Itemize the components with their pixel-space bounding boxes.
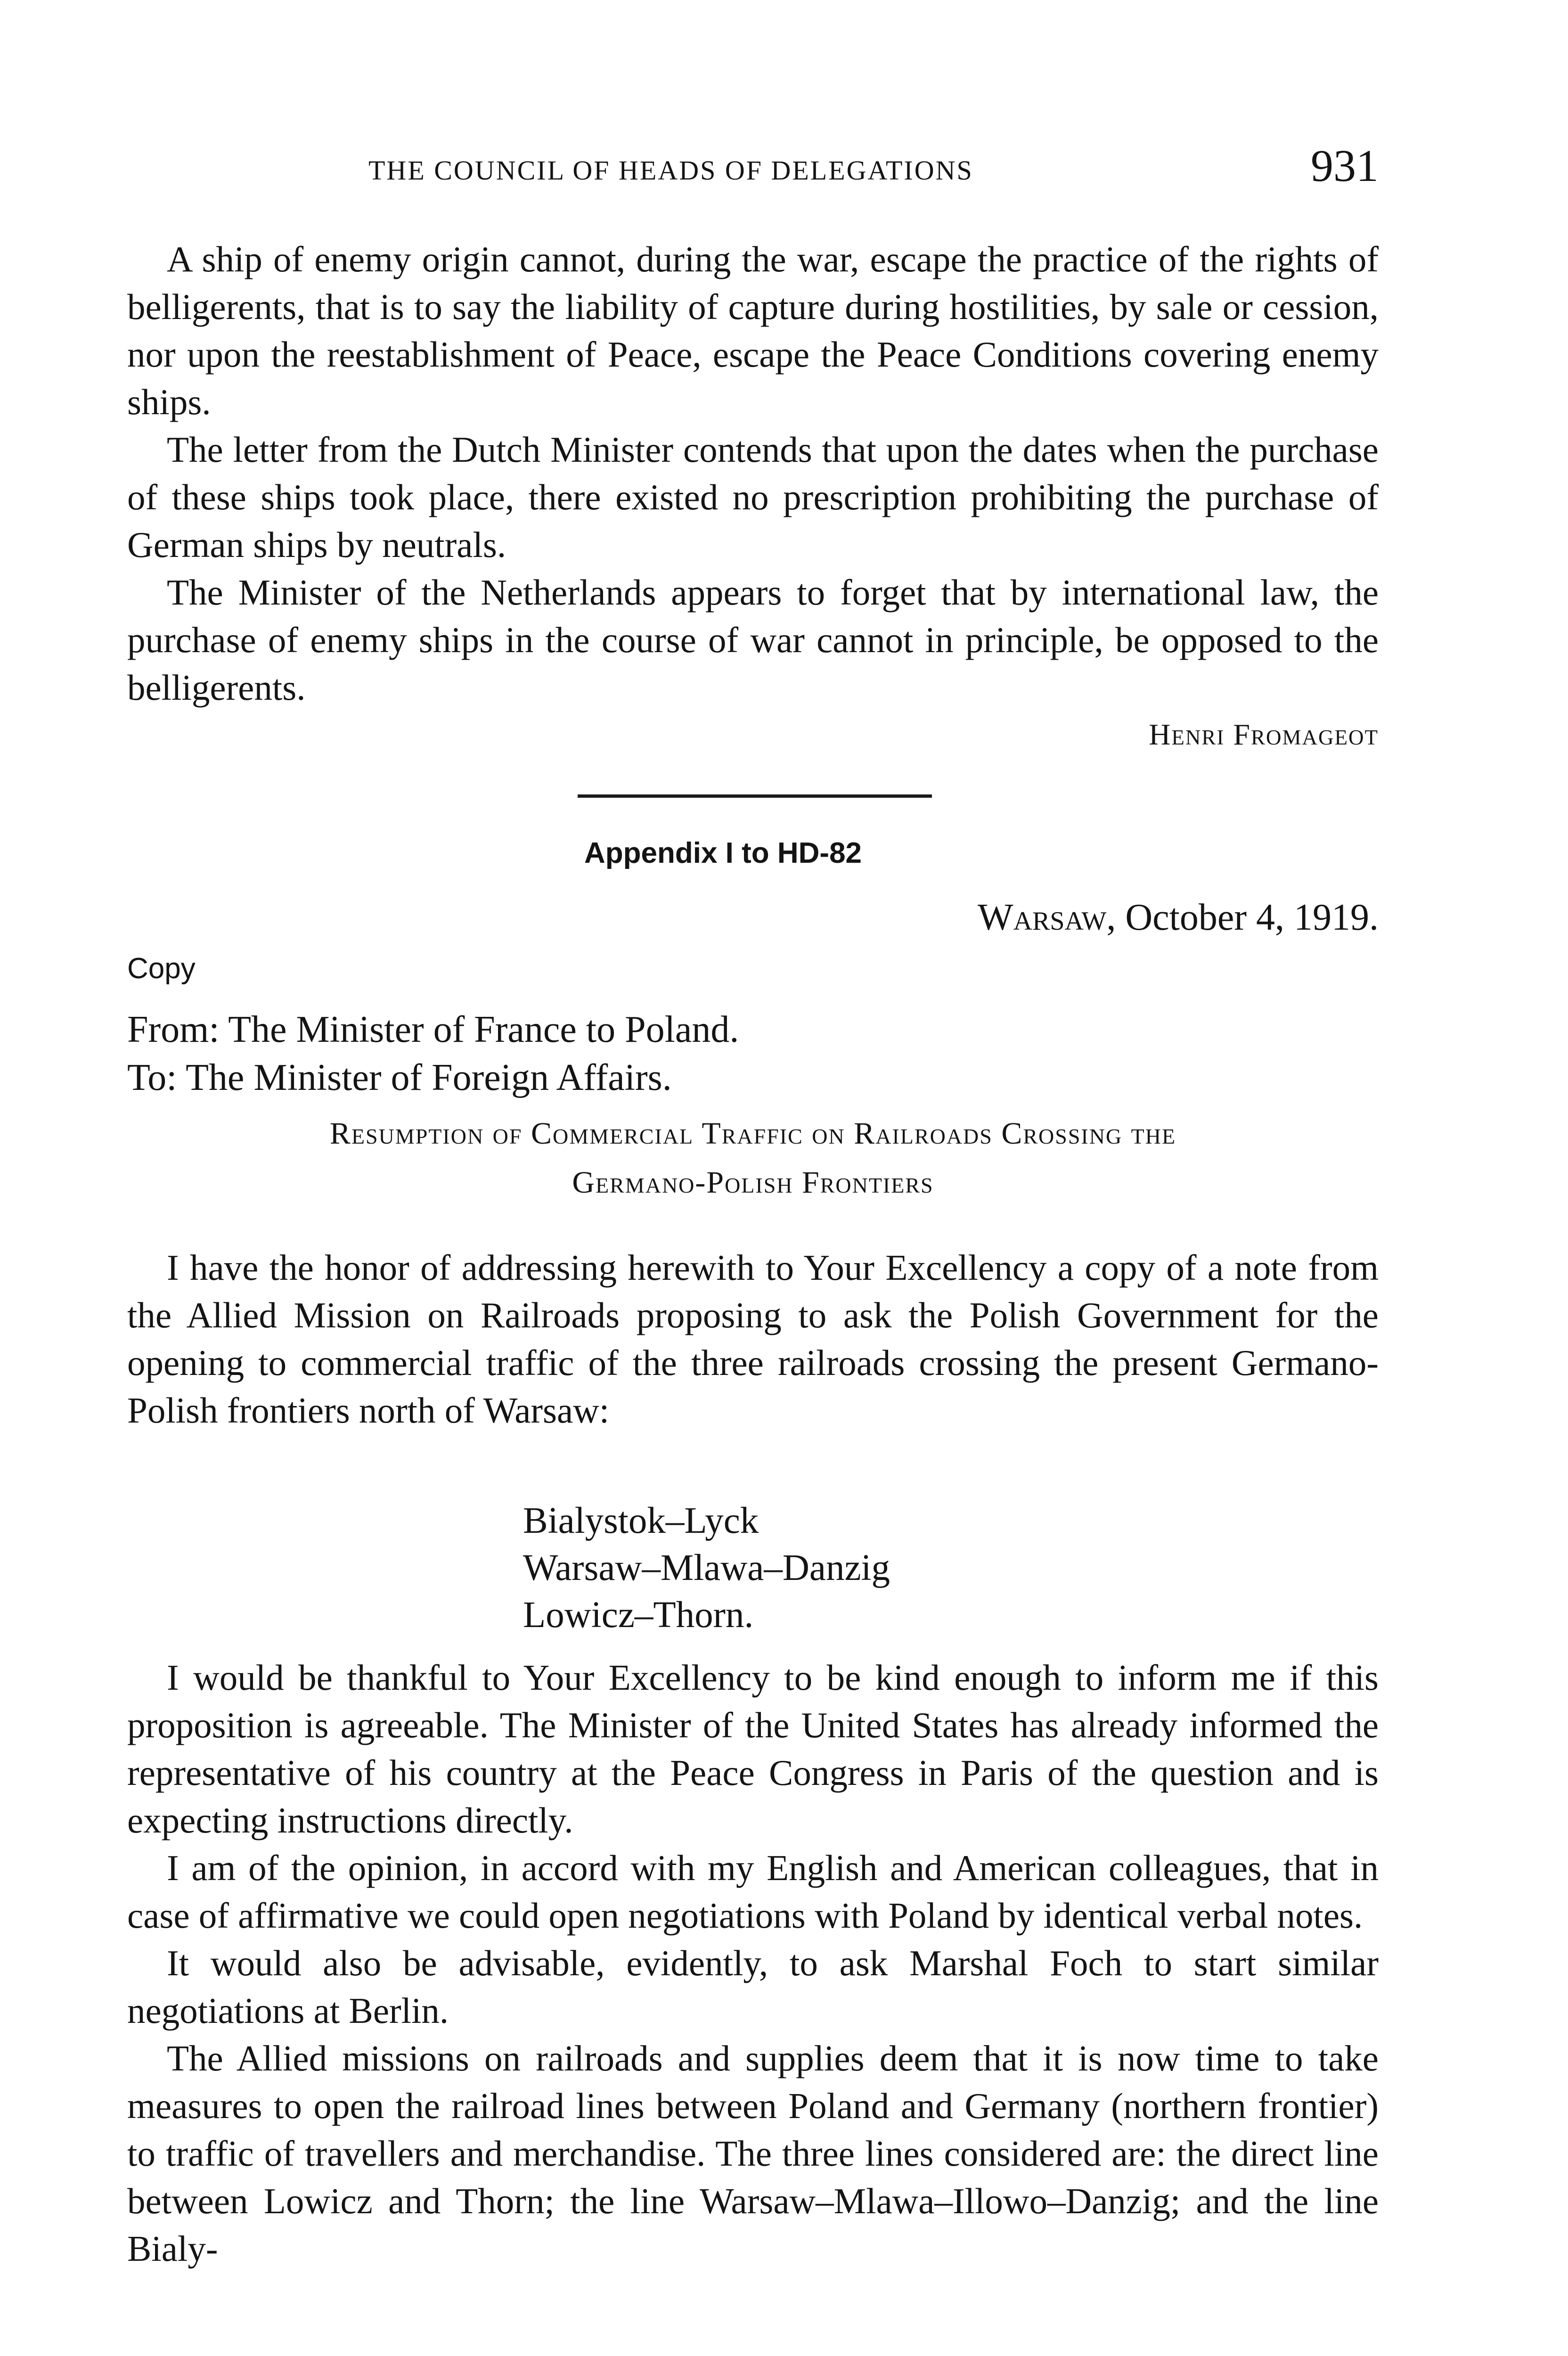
paragraph: The Minister of the Netherlands appears to forget that by international law, the purchase of enemy ships in the course of war cannot in principle, be opposed to the belligerents. — [127, 572, 1379, 708]
to-line: To: The Minister of Foreign Affairs. — [127, 1057, 672, 1098]
paragraph: The Allied missions on railroads and supplies deem that it is now time to take measures to open the railroad lines between Poland and Germany (northern frontier) to traffic of travellers and merchandise. The three lines considered are: the direct line between Lowicz and Thorn; the line Warsaw–Mlawa–Illowo–Danzig; and the line Bialy- — [127, 2038, 1379, 2269]
route-list — [523, 1497, 890, 1639]
paragraph: A ship of enemy origin cannot, during the war, escape the practice of the rights of belligerents, that is to say the liability of capture during hostilities, by sale or cession, nor upon the reestablishment of Peace, escape the Peace Conditions covering enemy ships. — [127, 239, 1379, 422]
dateline-place: Warsaw, — [978, 897, 1116, 938]
page-number: 931 — [1311, 140, 1379, 191]
paragraph: I am of the opinion, in accord with my English and American colleagues, that in case of affirmative we could open negotiations with Poland by identical verbal notes. — [127, 1848, 1379, 1936]
route-item: Warsaw–Mlawa–Danzig — [523, 1547, 890, 1588]
route-item: Lowicz–Thorn. — [523, 1595, 754, 1636]
subject-line: Germano-Polish Frontiers — [572, 1165, 934, 1200]
route-item: Bialystok–Lyck — [523, 1500, 759, 1541]
section-divider — [578, 794, 932, 798]
running-header — [127, 140, 1379, 216]
dateline-date: October 4, 1919. — [1125, 897, 1379, 938]
copy-label: Copy — [127, 952, 196, 985]
subject-heading — [127, 1109, 1379, 1207]
dateline — [978, 896, 1379, 939]
letter-opening — [127, 1244, 1379, 1434]
paragraph: The letter from the Dutch Minister contends that upon the dates when the purchase of these ships took place, there existed no prescription prohibiting the purchase of German ships by neutrals. — [127, 429, 1379, 565]
subject-line: Resumption of Commercial Traffic on Railroads Crossing the — [329, 1116, 1176, 1151]
paragraph: It would also be advisable, evidently, to ask Marshal Foch to start similar negotiations at Berlin. — [127, 1943, 1379, 2031]
running-title: THE COUNCIL OF HEADS OF DELEGATIONS — [368, 155, 973, 186]
intro-text — [127, 236, 1379, 712]
letter-body — [127, 1654, 1379, 2273]
paragraph: I would be thankful to Your Excellency to be kind enough to inform me if this proposition is agreeable. The Minister of the United States has already informed the representative of his country at the Peace Congress in Paris of the question and is expecting instructions directly. — [127, 1657, 1379, 1841]
appendix-heading: Appendix I to HD-82 — [584, 837, 862, 869]
from-line: From: The Minister of France to Poland. — [127, 1009, 739, 1050]
paragraph: I have the honor of addressing herewith to Your Excellency a copy of a note from the Allied Mission on Railroads proposing to ask the Polish Government for the opening to commercial traffic of the three railroads crossing the present Germano-Polish frontiers north of Warsaw: — [127, 1247, 1379, 1431]
signature: Henri Fromageot — [1149, 718, 1379, 751]
